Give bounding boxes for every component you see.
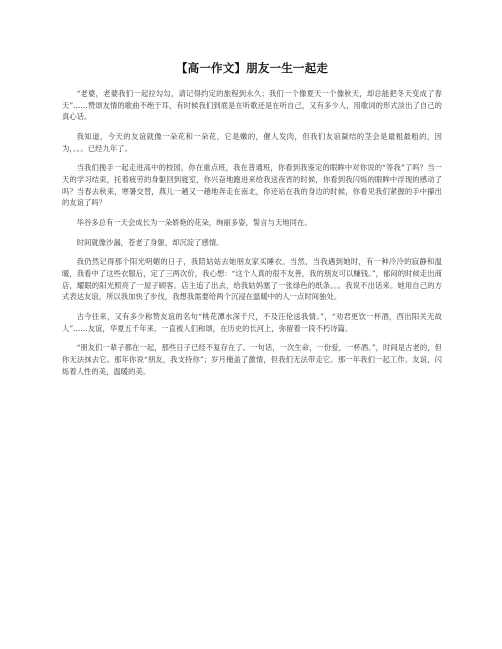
paragraph-1: “老婆，老婆我们一起拉勾勾，请记得约定的旅程到永久；我们一个像夏天一个像秋天，却总能把冬天变成了春天”……赞颂友情的歌曲不绝于耳，有时候我们到底是在听歌还是在听自己，又有多少人，用歌词的形式淡出了自己的真心话。 — [62, 89, 442, 122]
document-title: 【高一作文】朋友一生一起走 — [175, 61, 329, 75]
paragraph-6: 我仍然记得那个阳光明媚的日子，我陪姑姑去她朋友家买睡衣。当然，当我遇到她时，有一种冷冷的寂静和温暖，我看中了这些衣服后，定了三两次价，我心想：“这个人真的很不友善，我的朋友可以赚钱。”，郁闷的时候走出商店，耀眼的阳光照亮了一屋子顾客。店主追了出去，给我姑妈塞了一张绿色的纸条。。。我说不出话来。她用自己的方式表达友谊，所以我加快了步伐，我想我需要给两个沉浸在温暖中的人一点时间独处。 — [62, 257, 442, 302]
paragraph-3: 当我们挽手一起走进高中的校园，你在重点班，我在普通班，你看到我鉴定的眼眸中对你说的“等我”了吗？当一天的学习结束，托着疲劳的身躯回到寝室，你兴奋地跑进来给我送夜宵的时候，你看到我闪烁的眼眸中浮现的感动了吗？当春去秋来，寒暑交替，燕儿一趟又一趟地奔走在南北，你还站在我的身边的时候，你看见我们紧握的手中攥出的友谊了吗？ — [62, 163, 442, 208]
paragraph-2: 我知道，今天的友谊就像一朵花和一朵花，它是嫩的，催人发肉，但我们友谊凝结的茎会是最粗最粗的，因为，。。。已经九年了。 — [62, 131, 442, 153]
paragraph-7: 古今往来，又有多少称赞友谊的名句“桃花潭水深千尺，不及汪伦送我情。”，“劝君更饮一杯酒，西出阳关无故人”……友谊，华夏五千年来，一直被人们称颂，在历史的长河上，弥留着一段不朽诗篇。 — [62, 312, 442, 333]
paragraph-8: “朋友们一辈子都在一起，那些日子已经不复存在了。一句话，一次生命，一份爱，一杯酒。”，时间是古老的，但你无法抹去它。那年你说“朋友，我支持你”；岁月掩盖了激情，但我们无法带走它。那一年我们一起工作。友谊，闪烁着人性的美，温暖的美。 — [62, 343, 442, 376]
document-page — [62, 60, 442, 385]
paragraph-4: 华谷多总有一天会成长为一朵娇艳的花朵，绚丽多姿，誓言与天地同在。 — [76, 217, 312, 227]
paragraph-5: 时间就像沙漏，苍老了身躯，却沉淀了感情。 — [76, 237, 224, 247]
